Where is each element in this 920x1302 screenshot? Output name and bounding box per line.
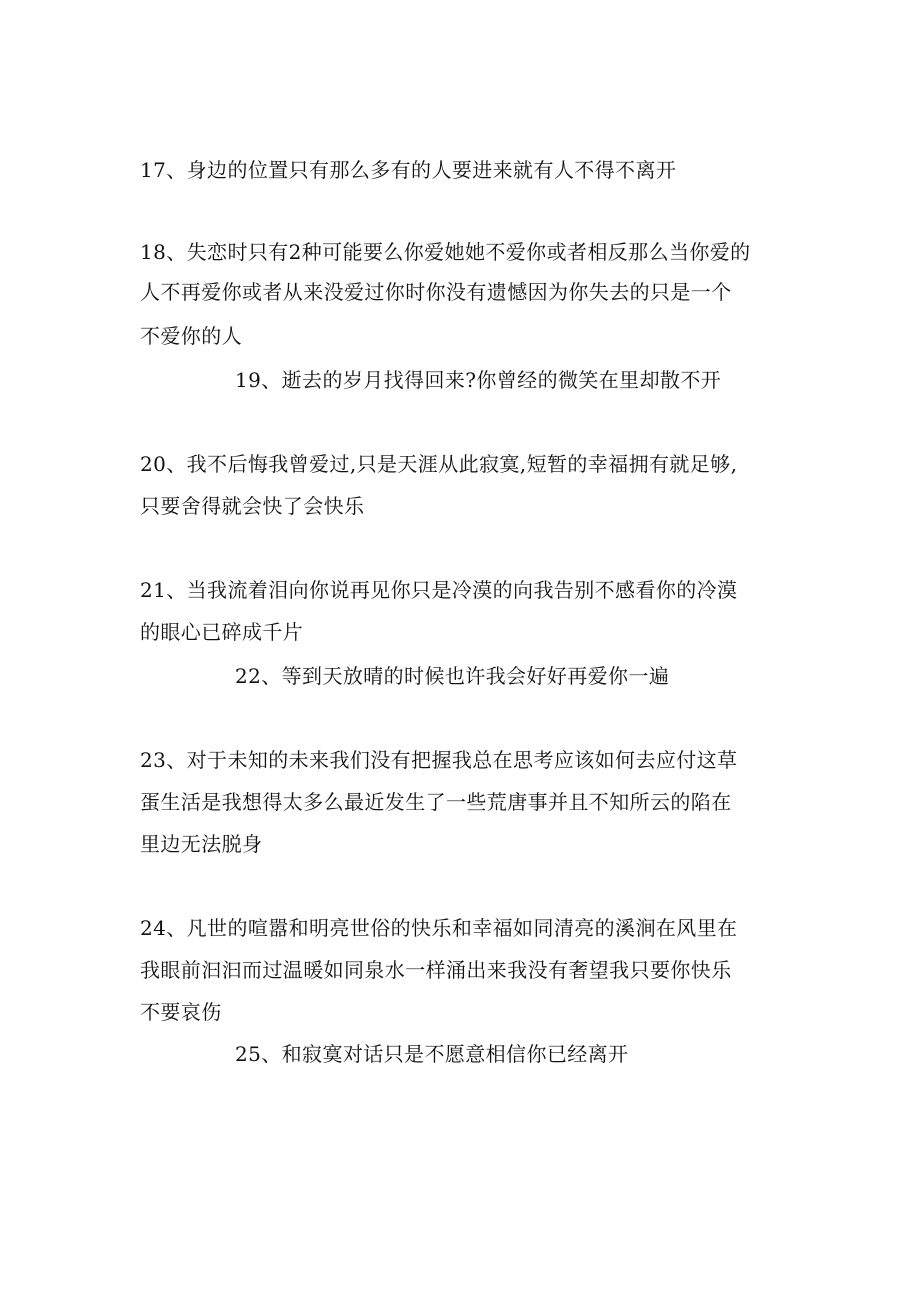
item-23-line-3: 里边无法脱身	[140, 832, 263, 856]
item-20-line-2: 只要舍得就会快了会快乐	[140, 494, 365, 518]
item-24-line-2: 我眼前汩汩而过温暖如同泉水一样涌出来我没有奢望我只要你快乐	[140, 958, 732, 982]
item-23-line-2: 蛋生活是我想得太多么最近发生了一些荒唐事并且不知所云的陷在	[140, 790, 732, 814]
item-18-line-3: 不爱你的人	[140, 324, 242, 348]
item-23-line-1: 23、对于未知的未来我们没有把握我总在思考应该如何去应付这草	[140, 748, 738, 772]
item-18-line-1: 18、失恋时只有2种可能要么你爱她她不爱你或者相反那么当你爱的	[140, 240, 751, 264]
item-21-line-2: 的眼心已碎成千片	[140, 620, 304, 644]
item-19-line-1: 19、逝去的岁月找得回来?你曾经的微笑在里却散不开	[235, 368, 722, 392]
item-20-line-1: 20、我不后悔我曾爱过,只是天涯从此寂寞,短暂的幸福拥有就足够,	[140, 452, 738, 476]
item-24-line-3: 不要哀伤	[140, 1000, 222, 1024]
item-17-line-1: 17、身边的位置只有那么多有的人要进来就有人不得不离开	[140, 158, 677, 182]
item-24-line-1: 24、凡世的喧嚣和明亮世俗的快乐和幸福如同清亮的溪涧在风里在	[140, 916, 738, 940]
item-18-line-2: 人不再爱你或者从来没爱过你时你没有遗憾因为你失去的只是一个	[140, 280, 732, 304]
item-21-line-1: 21、当我流着泪向你说再见你只是冷漠的向我告别不感看你的冷漠	[140, 578, 738, 602]
item-22-line-1: 22、等到天放晴的时候也许我会好好再爱你一遍	[235, 664, 670, 688]
item-25-line-1: 25、和寂寞对话只是不愿意相信你已经离开	[235, 1042, 629, 1066]
